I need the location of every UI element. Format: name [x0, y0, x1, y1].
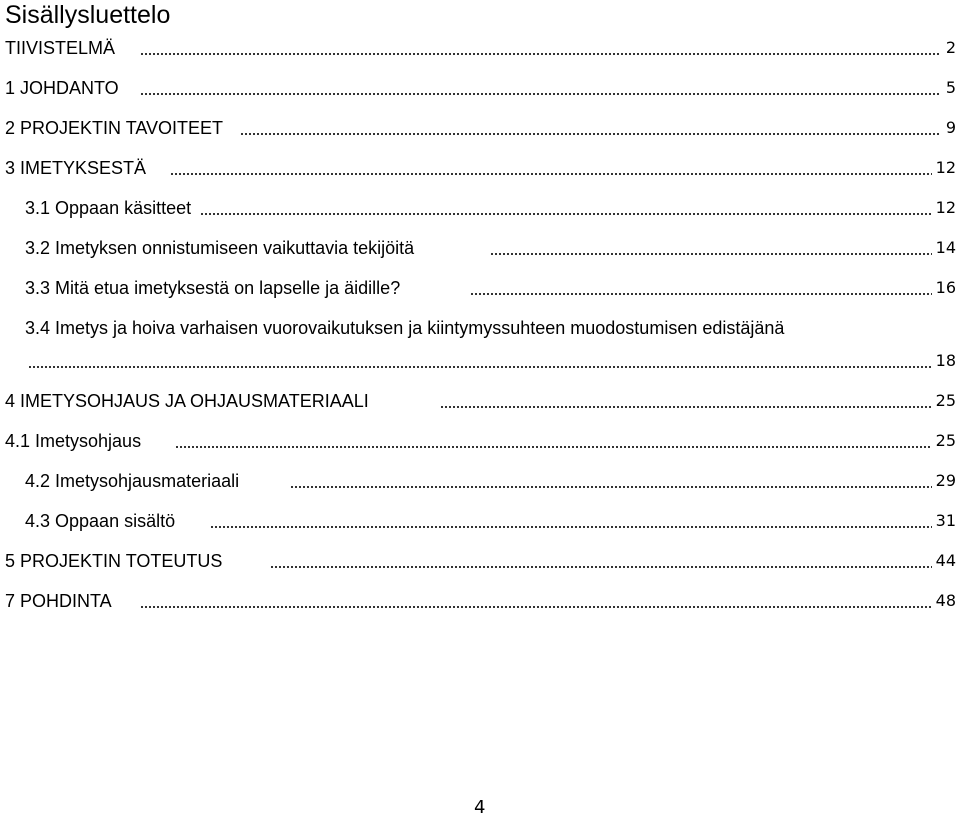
dot-leader: [140, 53, 940, 55]
toc-entry[interactable]: [0, 550, 960, 572]
toc-entry-text: 4.1 Imetysohjaus: [5, 431, 142, 451]
dot-leader: [175, 446, 932, 448]
toc-entry-page: 9: [945, 118, 956, 137]
toc-entry-page: 14: [935, 238, 956, 257]
toc-entry-page: 18: [935, 351, 956, 370]
toc-entry-page: 25: [935, 391, 956, 410]
toc-entry[interactable]: [0, 157, 960, 179]
toc-entry[interactable]: [0, 390, 960, 412]
dot-leader: [28, 366, 932, 368]
toc-entry-page: 25: [935, 431, 956, 450]
dot-leader: [440, 406, 932, 408]
toc-entry[interactable]: [0, 590, 960, 612]
dot-leader: [490, 253, 932, 255]
dot-leader: [470, 293, 932, 295]
toc-entry-page: 48: [935, 591, 956, 610]
toc-entry-page: 12: [935, 158, 956, 177]
dot-leader: [140, 606, 932, 608]
toc-entry[interactable]: [0, 117, 960, 139]
dot-leader: [140, 93, 940, 95]
toc-entry-text: 1 JOHDANTO: [5, 78, 119, 98]
toc-entry-text: 3 IMETYKSESTÄ: [5, 158, 147, 178]
toc-entry-page: 16: [935, 278, 956, 297]
toc-entry[interactable]: [0, 237, 960, 259]
toc-entry-text: 5 PROJEKTIN TOTEUTUS: [5, 551, 223, 571]
toc-entry-text: 3.3 Mitä etua imetyksestä on lapselle ja äidille?: [25, 278, 401, 298]
toc-entry-text: 2 PROJEKTIN TAVOITEET: [5, 118, 224, 138]
toc-entry-text: 4 IMETYSOHJAUS JA OHJAUSMATERIAALI: [5, 391, 369, 411]
dot-leader: [170, 173, 932, 175]
toc-entry[interactable]: [0, 197, 960, 219]
toc-entry[interactable]: [0, 317, 960, 339]
toc-entry-text: 3.2 Imetyksen onnistumiseen vaikuttavia tekijöitä: [25, 238, 415, 258]
toc-entry-page: 29: [935, 471, 956, 490]
toc-entry-text: 4.2 Imetysohjausmateriaali: [25, 471, 240, 491]
toc-entry-text: 3.1 Oppaan käsitteet: [25, 198, 192, 218]
toc-entry[interactable]: [0, 37, 960, 59]
toc-entry[interactable]: [0, 470, 960, 492]
toc-entry-page: 31: [935, 511, 956, 530]
toc-entry-page: 2: [945, 38, 956, 57]
page-number: 4: [474, 797, 486, 818]
toc-entry-text: TIIVISTELMÄ: [5, 38, 116, 58]
toc-entry[interactable]: [0, 277, 960, 299]
dot-leader: [290, 486, 932, 488]
dot-leader: [270, 566, 932, 568]
toc-entry-text: 4.3 Oppaan sisältö: [25, 511, 176, 531]
page-title: Sisällysluettelo: [5, 1, 171, 29]
toc-entry[interactable]: [0, 77, 960, 99]
dot-leader: [200, 213, 932, 215]
toc-entry-text: 7 POHDINTA: [5, 591, 112, 611]
toc-entry-text: 3.4 Imetys ja hoiva varhaisen vuorovaikutuksen ja kiintymyssuhteen muodostumisen edistäjänä: [25, 318, 785, 338]
dot-leader: [240, 133, 940, 135]
toc-entry[interactable]: [0, 510, 960, 532]
toc-entry-page: 44: [935, 551, 956, 570]
dot-leader: [210, 526, 932, 528]
toc-entry-continuation[interactable]: [0, 350, 960, 372]
toc-entry-page: 12: [935, 198, 956, 217]
toc-entry[interactable]: [0, 430, 960, 452]
toc-entry-page: 5: [945, 78, 956, 97]
